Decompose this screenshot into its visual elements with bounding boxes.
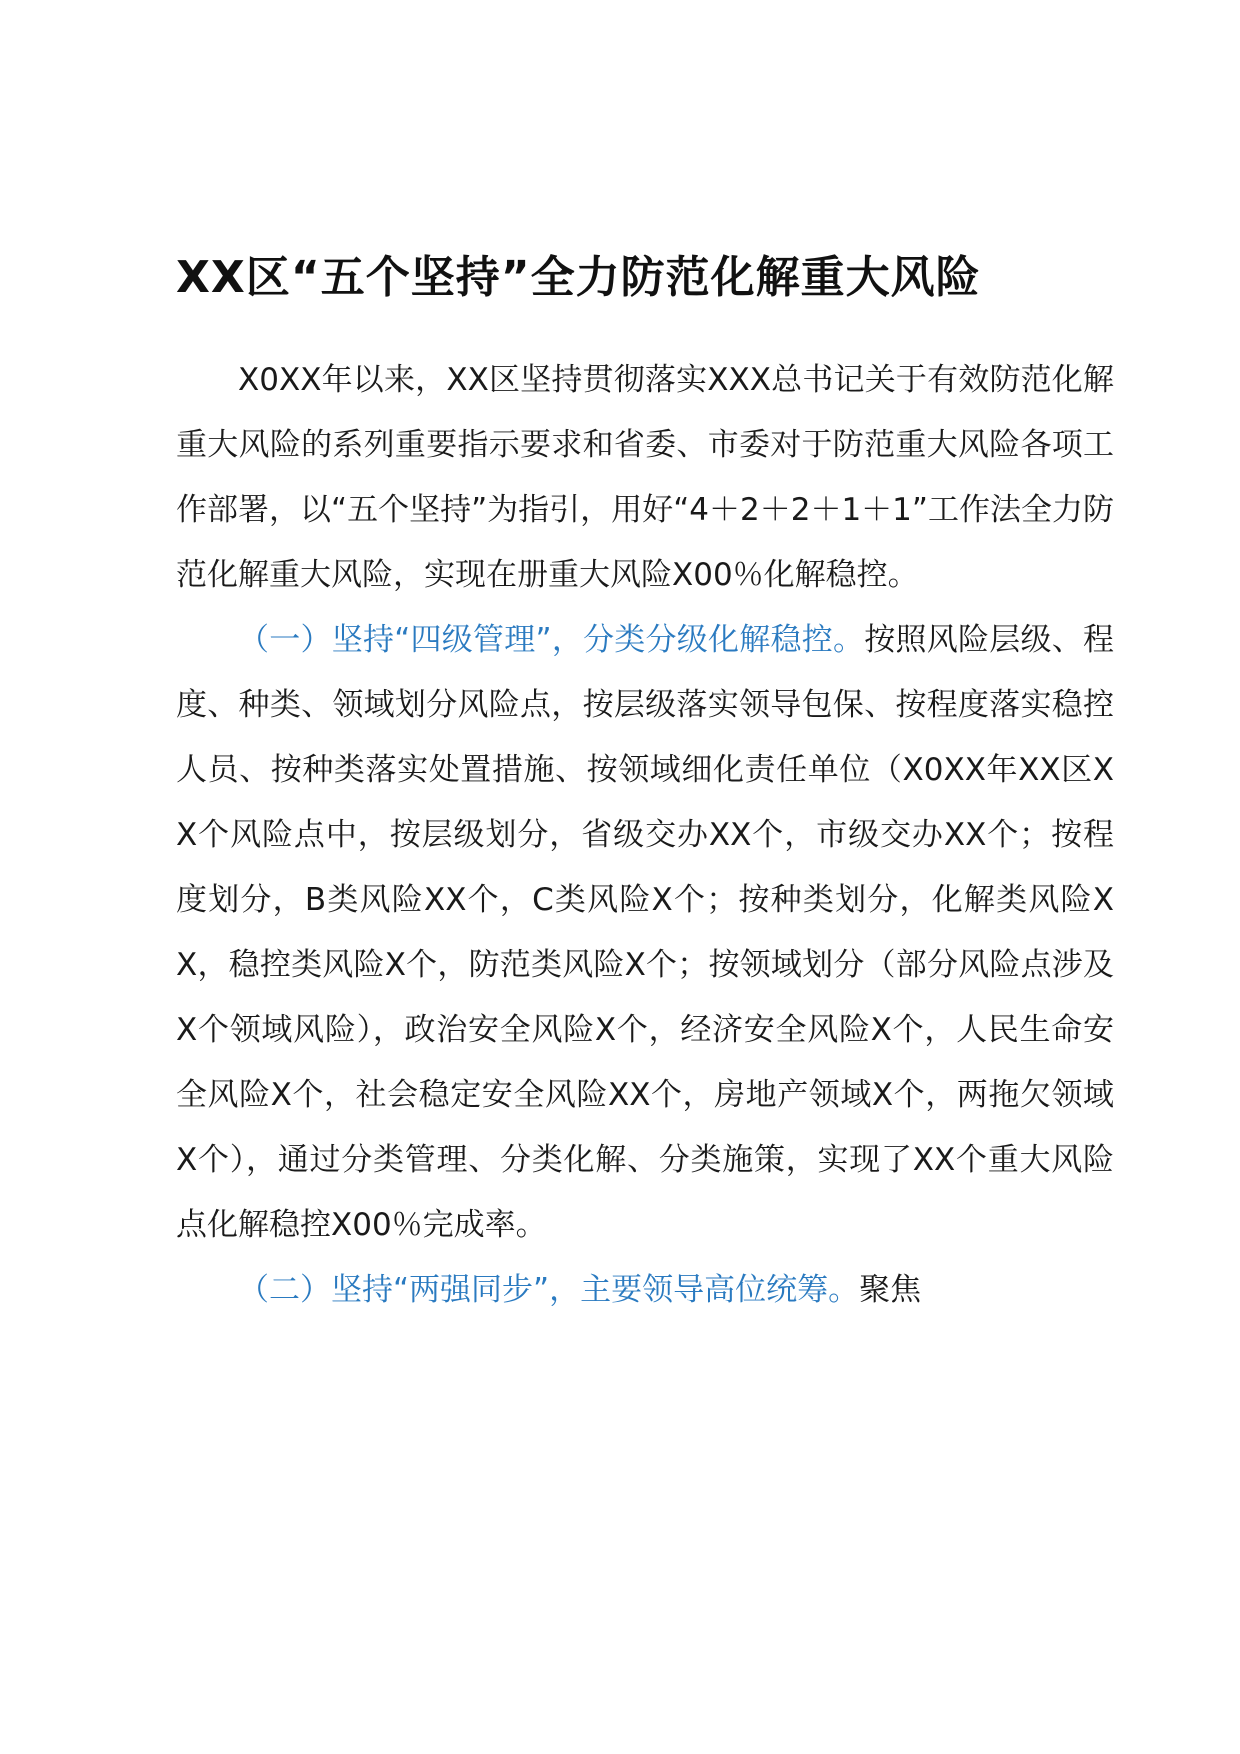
section-2-heading: （二）坚持“两强同步”，主要领导高位统筹。 <box>238 1272 860 1308</box>
document-body <box>176 348 1114 1323</box>
section-1-paragraph <box>176 608 1114 1258</box>
document-page <box>176 248 1114 1323</box>
section-1-text: 按照风险层级、程度、种类、领域划分风险点，按层级落实领导包保、按程度落实稳控人员、按种类落实处置措施、按领域细化责任单位（X0XX年XX区XX个风险点中，按层级划分，省级交办XX个，市级交办XX个；按程度划分，B类风险XX个，C类风险X个；按种类划分，化解类风险XX，稳控类风险X个，防范类风险X个；按领域划分（部分风险点涉及X个领域风险），政治安全风险X个，经济安全风险X个，人民生命安全风险X个，社会稳定安全风险XX个，房地产领域X个，两拖欠领域X个），通过分类管理、分类化解、分类施策，实现了XX个重大风险点化解稳控X00％完成率。 <box>176 622 1114 1243</box>
intro-paragraph: X0XX年以来，XX区坚持贯彻落实XXX总书记关于有效防范化解重大风险的系列重要指示要求和省委、市委对于防范重大风险各项工作部署，以“五个坚持”为指引，用好“4＋2＋2＋1＋1”工作法全力防范化解重大风险，实现在册重大风险X00％化解稳控。 <box>176 362 1114 593</box>
document-title: XX区“五个坚持”全力防范化解重大风险 <box>176 252 981 303</box>
section-2-text: 聚焦 <box>859 1272 922 1308</box>
section-2-paragraph <box>176 1258 1114 1323</box>
section-1-heading: （一）坚持“四级管理”，分类分级化解稳控。 <box>238 622 865 658</box>
